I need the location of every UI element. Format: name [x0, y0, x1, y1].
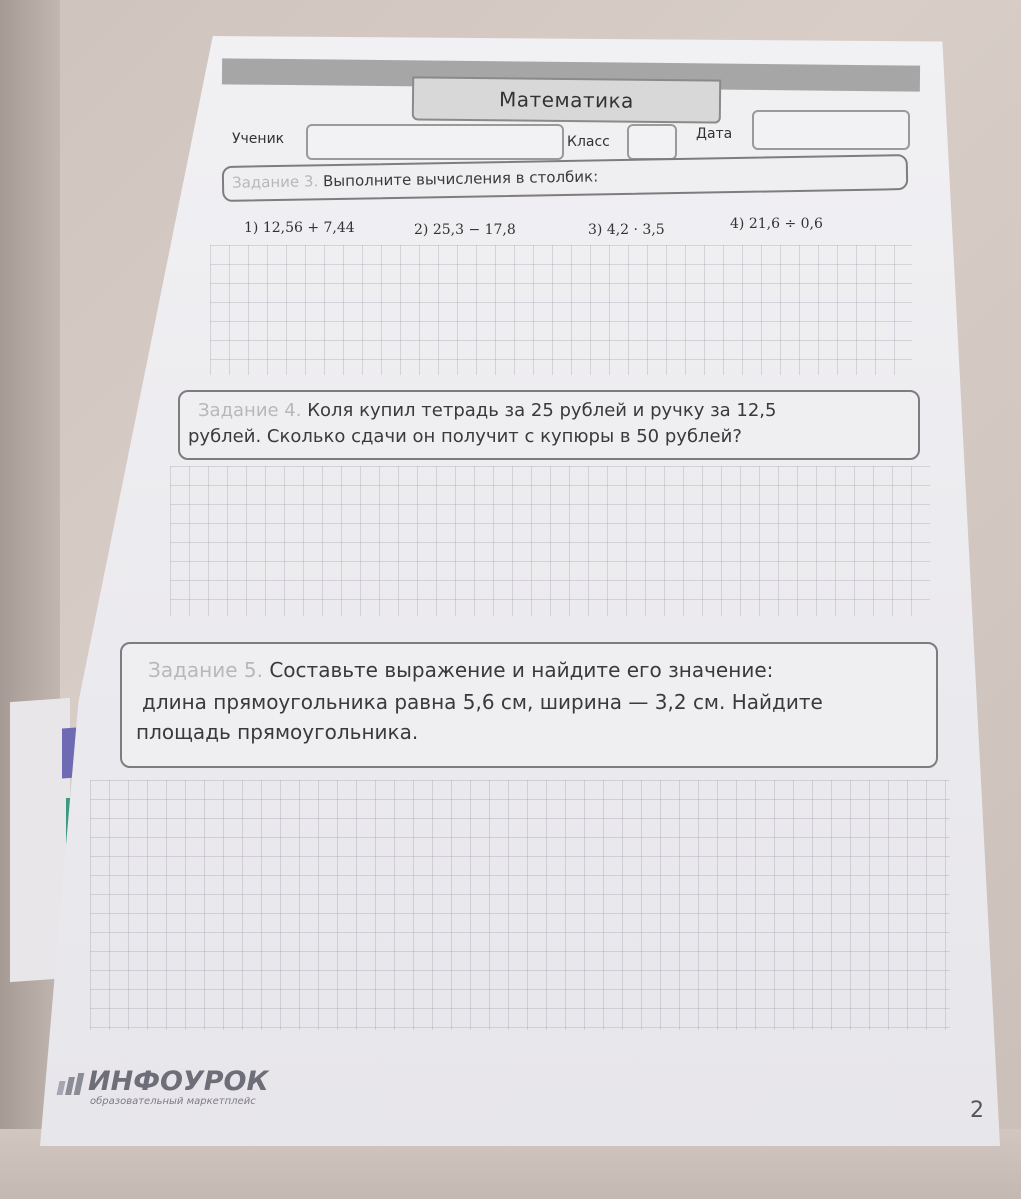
logo-subtitle: образовательный маркетплейс: [90, 1096, 256, 1107]
task4-text-line-1: Коля купил тетрадь за 25 рублей и ручку за 12,5: [307, 400, 777, 421]
task3-expression-2: 2) 25,3 − 17,8: [414, 222, 516, 238]
subject-title-tab: [412, 76, 721, 123]
task4-line-2: рублей. Сколько сдачи он получит с купюры в 50 рублей?: [188, 426, 742, 447]
task3-number: Задание 3.: [231, 172, 319, 192]
infourok-logo: [58, 1068, 269, 1095]
task5-grid[interactable]: [90, 780, 950, 1030]
student-name-field[interactable]: [306, 124, 564, 160]
task4-number: Задание 4.: [198, 400, 302, 421]
task5-line-1: [148, 658, 773, 682]
task3-heading: [232, 167, 598, 191]
task4-grid[interactable]: [170, 466, 930, 616]
date-field[interactable]: [752, 110, 910, 150]
task4-line-1: [198, 400, 776, 421]
task4-box: [178, 390, 920, 460]
task5-number: Задание 5.: [148, 658, 263, 682]
task3-expression-3: 3) 4,2 · 3,5: [588, 222, 665, 238]
page-number: 2: [970, 1098, 984, 1123]
task3-text: Выполните вычисления в столбик:: [322, 167, 599, 191]
class-label: Класс: [567, 134, 610, 150]
task5-line-3: площадь прямоугольника.: [136, 720, 419, 744]
task3-grid[interactable]: [210, 245, 912, 375]
task5-line-2: длина прямоугольника равна 5,6 см, ширина — 3,2 см. Найдите: [142, 690, 823, 714]
subject-title: Математика: [498, 87, 635, 113]
student-label: Ученик: [232, 131, 285, 147]
infourok-logo-icon: [58, 1073, 82, 1095]
task5-text-line-1: Составьте выражение и найдите его значение:: [269, 658, 774, 682]
class-field[interactable]: [627, 124, 677, 160]
logo-name: ИНФОУРОК: [88, 1066, 269, 1097]
date-label: Дата: [696, 126, 733, 142]
task3-expression-4: 4) 21,6 ÷ 0,6: [730, 216, 823, 232]
task5-box: [120, 642, 938, 768]
task3-expression-1: 1) 12,56 + 7,44: [244, 220, 355, 236]
